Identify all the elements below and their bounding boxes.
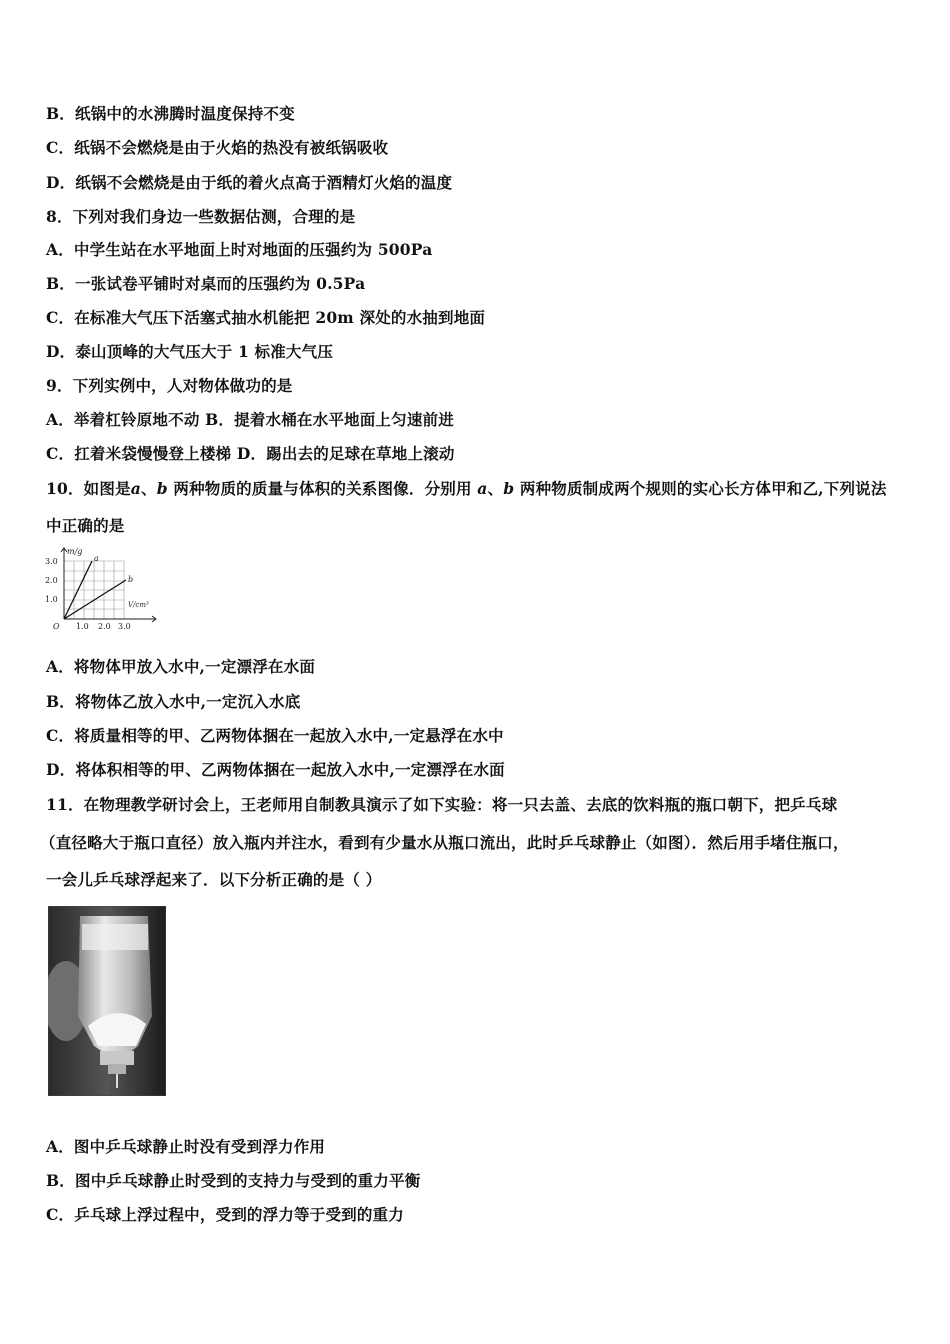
option-8b-prev: B．纸锅中的水沸腾时温度保持不变 [46,104,295,123]
question-10-option-d: D．将体积相等的甲、乙两物体捆在一起放入水中,一定漂浮在水面 [46,760,505,779]
question-9-options-ab: A．举着杠铃原地不动 B．提着水桶在水平地面上匀速前进 [46,410,454,429]
question-9: 9．下列实例中，人对物体做功的是 [46,376,293,395]
question-9-options-cd: C．扛着米袋慢慢登上楼梯 D．踢出去的足球在草地上滚动 [46,444,455,463]
graph-ytick-2: 2.0 [45,576,58,585]
question-10-line2: 中正确的是 [46,516,125,535]
q10-text-1: 10．如图是 [46,479,131,498]
graph-xtick-1: 1.0 [76,622,89,631]
graph-ytick-1: 1.0 [45,595,58,604]
q10-var-a2: a [477,479,488,498]
graph-grid [64,561,124,619]
q10-text-4: 、 [487,479,504,498]
graph-axes [61,548,156,622]
question-8-option-c: C．在标准大气压下活塞式抽水机能把 20m 深处的水抽到地面 [46,308,486,327]
question-8-option-a: A．中学生站在水平地面上时对地面的压强约为 500Pa [46,240,433,259]
question-8-option-d: D．泰山顶峰的大气压大于 1 标准大气压 [46,342,334,361]
q10-text-2: 、 [141,479,157,498]
graph-line-a-label: a [94,554,99,563]
question-8: 8．下列对我们身边一些数据估测，合理的是 [46,207,356,226]
graph-origin: O [53,622,60,631]
graph-line-b-label: b [128,575,134,584]
question-11-line2: （直径略大于瓶口直径）放入瓶内并注水，看到有少量水从瓶口流出，此时乒乓球静止（如图）．然后用手堵住瓶口， [40,833,849,852]
q10-var-b: b [156,479,168,498]
question-11-option-c: C．乒乓球上浮过程中，受到的浮力等于受到的重力 [46,1205,404,1224]
question-10-option-c: C．将质量相等的甲、乙两物体捆在一起放入水中,一定悬浮在水中 [46,726,504,745]
question-11-line3: 一会儿乒乓球浮起来了．以下分析正确的是（ ） [46,870,382,889]
graph-ylabel: m/g [67,547,83,556]
q10-text-5: 两种物质制成两个规则的实心长方体甲和乙,下列说法 [514,479,887,498]
question-8-option-b: B．一张试卷平铺时对桌而的压强约为 0.5Pa [46,274,366,293]
question-11-option-a: A．图中乒乓球静止时没有受到浮力作用 [46,1137,326,1156]
q10-var-b2: b [503,479,515,498]
question-10-option-a: A．将物体甲放入水中,一定漂浮在水面 [46,657,316,676]
graph-ytick-3: 3.0 [45,557,58,566]
question-11-option-b: B．图中乒乓球静止时受到的支持力与受到的重力平衡 [46,1171,421,1190]
bottle-photo [48,906,166,1096]
q10-var-a: a [130,479,142,498]
question-10-option-b: B．将物体乙放入水中,一定沉入水底 [46,692,301,711]
question-10-line1 [46,477,887,499]
graph-xtick-2: 2.0 [98,622,111,631]
question-11-line1: 11．在物理教学研讨会上，王老师用自制教具演示了如下实验：将一只去盖、去底的饮料瓶的瓶口朝下，把乒乓球 [46,795,838,814]
option-d-prev: D．纸锅不会燃烧是由于纸的着火点高于酒精灯火焰的温度 [46,173,453,192]
option-c-prev: C．纸锅不会燃烧是由于火焰的热没有被纸锅吸收 [46,138,389,157]
graph-xtick-3: 3.0 [118,622,131,631]
mass-volume-graph [44,544,162,634]
q10-text-3: 两种物质的质量与体积的关系图像．分别用 [167,479,478,498]
graph-xlabel: V/cm³ [128,601,149,609]
